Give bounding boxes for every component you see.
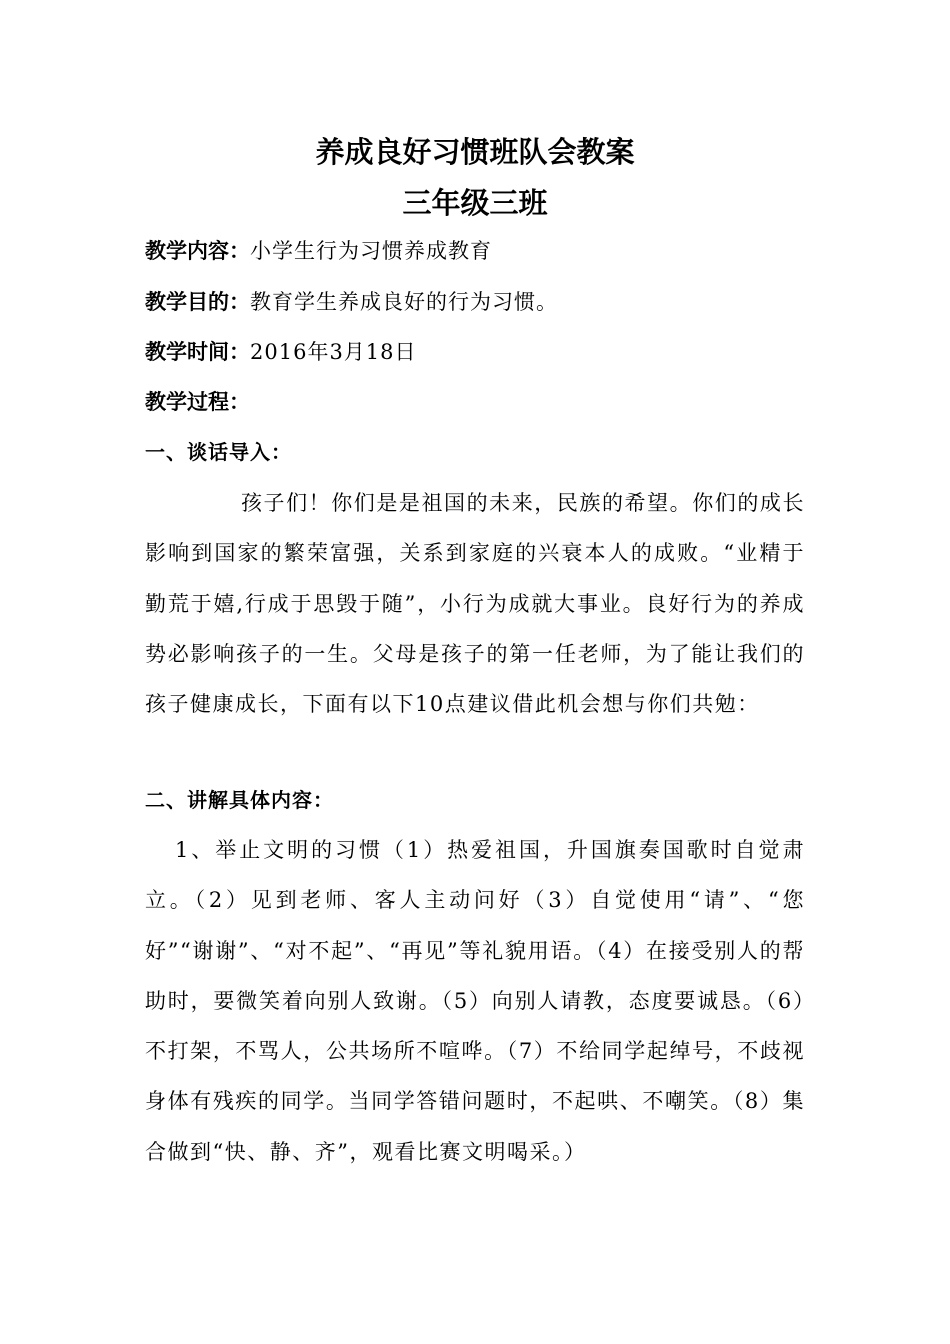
field-label: 教学目的：: [145, 290, 250, 314]
field-value: 教育学生养成良好的行为习惯。: [250, 290, 558, 314]
field-label: 教学过程：: [145, 390, 250, 414]
field-teaching-time: [145, 337, 825, 367]
field-label: 教学内容：: [145, 239, 250, 263]
field-teaching-content: [145, 236, 825, 266]
document-subtitle: 三年级三班: [402, 186, 548, 220]
field-teaching-process: [145, 387, 825, 417]
field-value: 小学生行为习惯养成教育: [250, 239, 492, 263]
section-heading-intro: 一、谈话导入：: [145, 440, 292, 464]
document-title: 养成良好习惯班队会教案: [315, 135, 635, 169]
field-label: 教学时间：: [145, 340, 250, 364]
field-value: 2016年3月18日: [250, 340, 417, 364]
section-paragraph-content: 1、举止文明的习惯（1）热爱祖国，升国旗奏国歌时自觉肃立。（2）见到老师、客人主动问好（3）自觉使用“请”、“您好”“谢谢”、“对不起”、“再见”等礼貌用语。（4）在接受别人的帮助时，要微笑着向别人致谢。（5）向别人请教，态度要诚恳。（6）不打架，不骂人，公共场所不喧哗。（7）不给同学起绰号，不歧视身体有残疾的同学。当同学答错问题时，不起哄、不嘲笑。（8）集合做到“快、静、齐”，观看比赛文明喝采。）: [145, 838, 805, 1164]
section-paragraph-intro: 孩子们！你们是是祖国的未来，民族的希望。你们的成长影响到国家的繁荣富强，关系到家庭的兴衰本人的成败。“业精于勤荒于嬉,行成于思毁于随”，小行为成就大事业。良好行为的养成势必影响孩子的一生。父母是孩子的第一任老师，为了能让我们的孩子健康成长，下面有以下10点建议借此机会想与你们共勉：: [145, 491, 805, 717]
section-heading-content: 二、讲解具体内容：: [145, 788, 334, 812]
field-teaching-goal: [145, 287, 825, 317]
